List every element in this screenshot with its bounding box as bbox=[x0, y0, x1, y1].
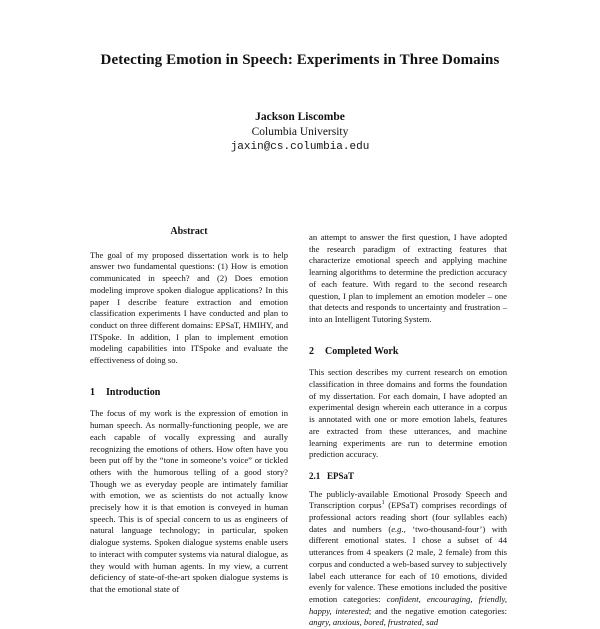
positive-emotions: confident, encouraging, friendly, happy, interested bbox=[309, 593, 508, 616]
section-title: Introduction bbox=[106, 386, 161, 398]
left-column bbox=[90, 226, 288, 596]
section-heading-introduction bbox=[90, 387, 288, 399]
epsat-text-part-d: ; and the negative emotion categories: bbox=[368, 605, 507, 616]
intro-continuation-text: an attempt to answer the first question, I have adopted the research paradigm of extracting features that characterize emotional speech and applying machine learning algorithms to determine the prediction accuracy of each feature. With regard to the second research question, I plan to implement an emotion modeler – one that detects and responds to uncertainty and frustration – into an Intelligent Tutoring System. bbox=[309, 232, 507, 324]
author-block bbox=[0, 110, 600, 155]
footnote-marker: 1 bbox=[381, 500, 385, 507]
section-number: 1 bbox=[90, 386, 95, 398]
completed-work-text: This section describes my current research on emotion classification in three domains and forms the foundation of my dissertation. For each domain, I have adopted an experimental design wherein each utterance in a corpus is annotated with one or more emotion labels, features are extracted from these utterances, and machine learning experiments are run to determine emotion prediction accuracy. bbox=[309, 367, 507, 460]
subsection-heading-epsat bbox=[309, 471, 507, 483]
subsection-number: 2.1 bbox=[309, 470, 321, 481]
abstract-heading: Abstract bbox=[170, 226, 208, 237]
negative-emotions: angry, anxious, bored, frustrated, sad bbox=[309, 617, 439, 628]
paper-title: Detecting Emotion in Speech: Experiments in Three Domains bbox=[100, 52, 500, 68]
author-affiliation: Columbia University bbox=[251, 126, 349, 138]
section-heading-completed-work bbox=[309, 346, 507, 358]
abstract-text: The goal of my proposed dissertation work is to help answer two fundamental questions: (1) How is emotion communicated in speech? and (2) Does emotion modeling improve spoken dialogue applications? In this paper I describe feature extraction and emotion classification experiments I have conducted and plan to conduct on three different domains: EPSaT, HMIHY, and ITSpoke. In addition, I plan to implement emotion modeling capabilities into ITSpoke and evaluate the effectiveness of doing so. bbox=[90, 249, 288, 366]
epsat-text-part-b: (EPSaT) comprises recordings of professional actors reading short (four syllables each) dates and numbers ( bbox=[309, 500, 508, 534]
epsat-text-part-a: The publicly-available Emotional Prosody Speech and Transcription corpus bbox=[309, 488, 507, 511]
subsection-title: EPSaT bbox=[327, 470, 355, 481]
author-email: jaxin@cs.columbia.edu bbox=[230, 141, 370, 153]
introduction-text: The focus of my work is the expression of emotion in human speech. As normally-functioning people, we are each capable of vocally expressing and aurally recognizing the emotions of others. How often have you been put off by the “tone in someone’s voice” or tickled others with the humorous telling of a good story? Though we as everyday people are intimately familiar with emotion, we as scientists do not actually know precisely how it is that emotion is conveyed in human speech. This is of special concern to us as engineers of natural language technology; in particular, spoken dialogue systems. Spoken dialogue systems enable users to interact with computer systems via natural dialogue, as they would with human agents. In my view, a current deficiency of state-of-the-art spoken dialogue systems is that the emotional state of bbox=[90, 408, 288, 594]
section-number: 2 bbox=[309, 345, 314, 357]
epsat-text-part-c: , ‘two-thousand-four’) with different emotional states. I chose a subset of 44 utterances from 4 speakers (2 male, 2 female) from this corpus and conducted a web-based survey to subjectively label each utterance for each of 10 emotions, divided evenly for valence. These emotions included the positive emotion categories: bbox=[309, 523, 508, 604]
author-name: Jackson Liscombe bbox=[255, 111, 345, 123]
epsat-text bbox=[309, 489, 507, 629]
right-column bbox=[309, 232, 507, 629]
section-title: Completed Work bbox=[325, 345, 399, 357]
eg-abbrev: e.g. bbox=[391, 523, 404, 534]
